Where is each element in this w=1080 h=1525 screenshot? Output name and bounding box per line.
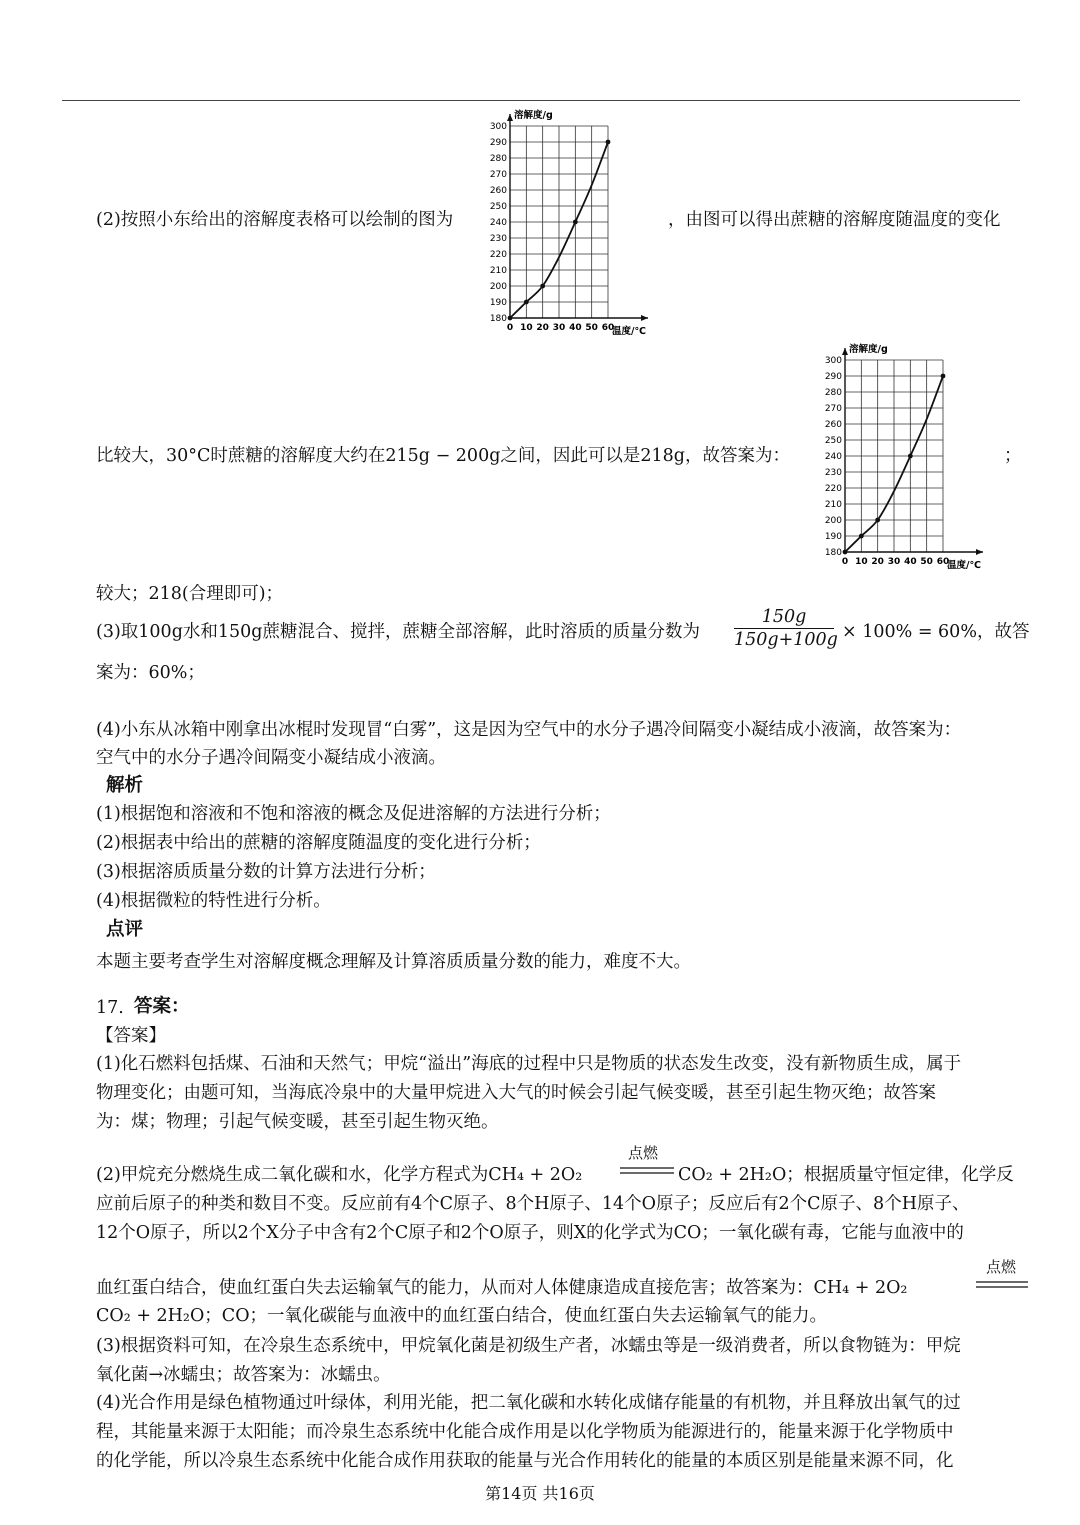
q17-answer-heading: 答案：: [134, 996, 190, 1017]
x-tick-label: 40: [569, 323, 582, 333]
jiexi-item-2: (2)根据表中给出的蔗糖的溶解度随温度的变化进行分析；: [96, 833, 541, 853]
x-tick-label: 40: [904, 557, 917, 567]
x-tick-label: 20: [871, 557, 884, 567]
data-point: [508, 316, 513, 321]
q16-p2-line3: 较大；218(合理即可)；: [96, 584, 284, 604]
fraction-numerator: 150g: [761, 607, 807, 627]
y-tick-label: 250: [824, 436, 842, 446]
y-axis-label: 溶解度/g: [849, 344, 888, 355]
y-axis-arrow: [507, 114, 513, 121]
y-tick-label: 260: [489, 186, 507, 196]
q16-p2-before: (2)按照小东给出的溶解度表格可以绘制的图为: [96, 210, 454, 230]
q16-fraction: [734, 606, 838, 651]
y-tick-label: 190: [824, 532, 842, 542]
jiexi-item-3: (3)根据溶质质量分数的计算方法进行分析；: [96, 862, 436, 882]
y-tick-label: 220: [489, 250, 507, 260]
q17-p3-line2: 氧化菌→冰蠕虫；故答案为：冰蠕虫。: [96, 1365, 391, 1385]
q17-p4-line1: (4)光合作用是绿色植物通过叶绿体，利用光能，把二氧化碳和水转化成储存能量的有机物，并且释放出氧气的过: [96, 1393, 961, 1413]
q17-p1-line1: (1)化石燃料包括煤、石油和天然气；甲烷“溢出”海底的过程中只是物质的状态发生改变，没有新物质生成，属于: [96, 1054, 962, 1074]
x-tick-label: 0: [841, 557, 849, 567]
q17-p2-line4: 血红蛋白结合，使血红蛋白失去运输氧气的能力，从而对人体健康造成直接危害；故答案为：CH₄ + 2O₂: [96, 1278, 908, 1298]
reaction-condition-1: 点燃: [628, 1144, 659, 1162]
q16-p3-c: 案为：60%；: [96, 663, 205, 683]
jiexi-item-1: (1)根据饱和溶液和不饱和溶液的概念及促进溶解的方法进行分析；: [96, 804, 611, 824]
data-point: [573, 220, 578, 225]
data-point: [859, 534, 864, 539]
y-tick-label: 280: [824, 388, 842, 398]
y-tick-label: 230: [489, 234, 507, 244]
q17-p4-line2: 程，其能量来源于太阳能；而冷泉生态系统中化能合成作用是以化学物质为能源进行的，能量来源于化学物质中: [96, 1422, 954, 1442]
data-point: [941, 374, 946, 379]
y-tick-label: 300: [824, 356, 842, 366]
y-tick-label: 270: [489, 170, 507, 180]
data-point: [908, 454, 913, 459]
q16-p4-a: (4)小东从冰箱中刚拿出冰棍时发现冒“白雾”，这是因为空气中的水分子遇冷间隔变小凝结成小液滴，故答案为：: [96, 720, 962, 740]
page-footer: 第14页 共16页: [485, 1484, 595, 1503]
q16-p3-b: × 100% = 60%，故答: [842, 622, 1030, 642]
x-tick-label: 30: [887, 557, 901, 567]
x-tick-label: 10: [855, 557, 868, 567]
fraction-denominator: 150g+100g: [734, 630, 838, 650]
q17-p2-line1a: (2)甲烷充分燃烧生成二氧化碳和水，化学方程式为CH₄ + 2O₂: [96, 1165, 583, 1185]
q17-p2-line1b: CO₂ + 2H₂O；根据质量守恒定律，化学反: [678, 1165, 1014, 1185]
q17-p3-line1: (3)根据资料可知，在冷泉生态系统中，甲烷氧化菌是初级生产者，冰蠕虫等是一级消费者，所以食物链为：甲烷: [96, 1336, 961, 1356]
x-tick-label: 50: [920, 557, 933, 567]
data-point: [875, 518, 880, 523]
y-tick-label: 210: [824, 500, 842, 510]
dianping-text: 本题主要考查学生对溶解度概念理解及计算溶质质量分数的能力，难度不大。: [96, 952, 691, 972]
q16-p3-a: (3)取100g水和150g蔗糖混合、搅拌，蔗糖全部溶解，此时溶质的质量分数为: [96, 622, 700, 642]
x-tick-label: 50: [585, 323, 598, 333]
q17-p2-line2: 应前后原子的种类和数目不变。反应前有4个C原子、8个H原子、14个O原子；反应后有2个C原子、8个H原子、: [96, 1194, 970, 1214]
x-tick-label: 20: [536, 323, 549, 333]
y-tick-label: 210: [489, 266, 507, 276]
q16-p2-after: ，由图可以得出蔗糖的溶解度随温度的变化: [668, 210, 1001, 230]
reaction-equals-sign-1: [618, 1166, 676, 1176]
y-tick-label: 260: [824, 420, 842, 430]
y-tick-label: 230: [824, 468, 842, 478]
y-tick-label: 270: [824, 404, 842, 414]
x-tick-label: 60: [601, 323, 615, 333]
data-point: [524, 300, 529, 305]
data-point: [606, 140, 611, 145]
q16-p4-b: 空气中的水分子遇冷间隔变小凝结成小液滴。: [96, 748, 446, 768]
y-tick-label: 190: [489, 298, 507, 308]
header-rule: [62, 100, 1020, 101]
y-tick-label: 180: [489, 314, 507, 324]
y-tick-label: 290: [489, 138, 507, 148]
x-axis-label: 温度/℃: [947, 560, 981, 571]
q17-p4-line3: 的化学能，所以冷泉生态系统中化能合成作用获取的能量与光合作用转化的能量的本质区别是能量来源不同，化: [96, 1451, 954, 1471]
x-tick-label: 0: [506, 323, 514, 333]
x-tick-label: 10: [520, 323, 533, 333]
y-tick-label: 290: [824, 372, 842, 382]
data-point: [540, 284, 545, 289]
y-tick-label: 220: [824, 484, 842, 494]
q16-p2-line2: 比较大，30°C时蔗糖的溶解度大约在215g − 200g之间，因此可以是218g，故答案为：: [96, 446, 791, 466]
q17-answer-tag: 【答案】: [96, 1026, 166, 1046]
solubility-chart-1: [480, 108, 680, 338]
q17-p2-line3: 12个O原子，所以2个X分子中含有2个C原子和2个O原子，则X的化学式为CO；一氧化碳有毒，它能与血液中的: [96, 1223, 964, 1243]
y-tick-label: 200: [824, 516, 842, 526]
x-tick-label: 60: [936, 557, 950, 567]
y-tick-label: 250: [489, 202, 507, 212]
q16-p2-semicolon: ；: [1004, 446, 1022, 466]
y-tick-label: 280: [489, 154, 507, 164]
jiexi-heading: 解析: [106, 775, 144, 796]
y-tick-label: 200: [489, 282, 507, 292]
dianping-heading: 点评: [106, 919, 144, 940]
x-axis-arrow: [976, 549, 983, 555]
x-axis-label: 温度/℃: [612, 326, 646, 337]
reaction-condition-2: 点燃: [986, 1258, 1017, 1276]
solubility-chart-2: [815, 342, 1015, 572]
data-point: [843, 550, 848, 555]
y-axis-arrow: [842, 348, 848, 355]
q17-number: 17.: [96, 998, 124, 1018]
y-tick-label: 180: [824, 548, 842, 558]
q17-p1-line3: 为：煤；物理；引起气候变暖，甚至引起生物灭绝。: [96, 1112, 499, 1132]
q17-p1-line2: 物理变化；由题可知，当海底冷泉中的大量甲烷进入大气的时候会引起气候变暖，甚至引起生物灭绝；故答案: [96, 1083, 936, 1103]
x-tick-label: 30: [552, 323, 566, 333]
q17-p2-line5: CO₂ + 2H₂O；CO；一氧化碳能与血液中的血红蛋白结合，使血红蛋白失去运输氧气的能力。: [96, 1306, 828, 1326]
reaction-equals-sign-2: [974, 1280, 1030, 1290]
y-tick-label: 300: [489, 122, 507, 132]
y-tick-label: 240: [824, 452, 842, 462]
jiexi-item-4: (4)根据微粒的特性进行分析。: [96, 891, 331, 911]
y-tick-label: 240: [489, 218, 507, 228]
x-axis-arrow: [641, 315, 648, 321]
y-axis-label: 溶解度/g: [514, 110, 553, 121]
